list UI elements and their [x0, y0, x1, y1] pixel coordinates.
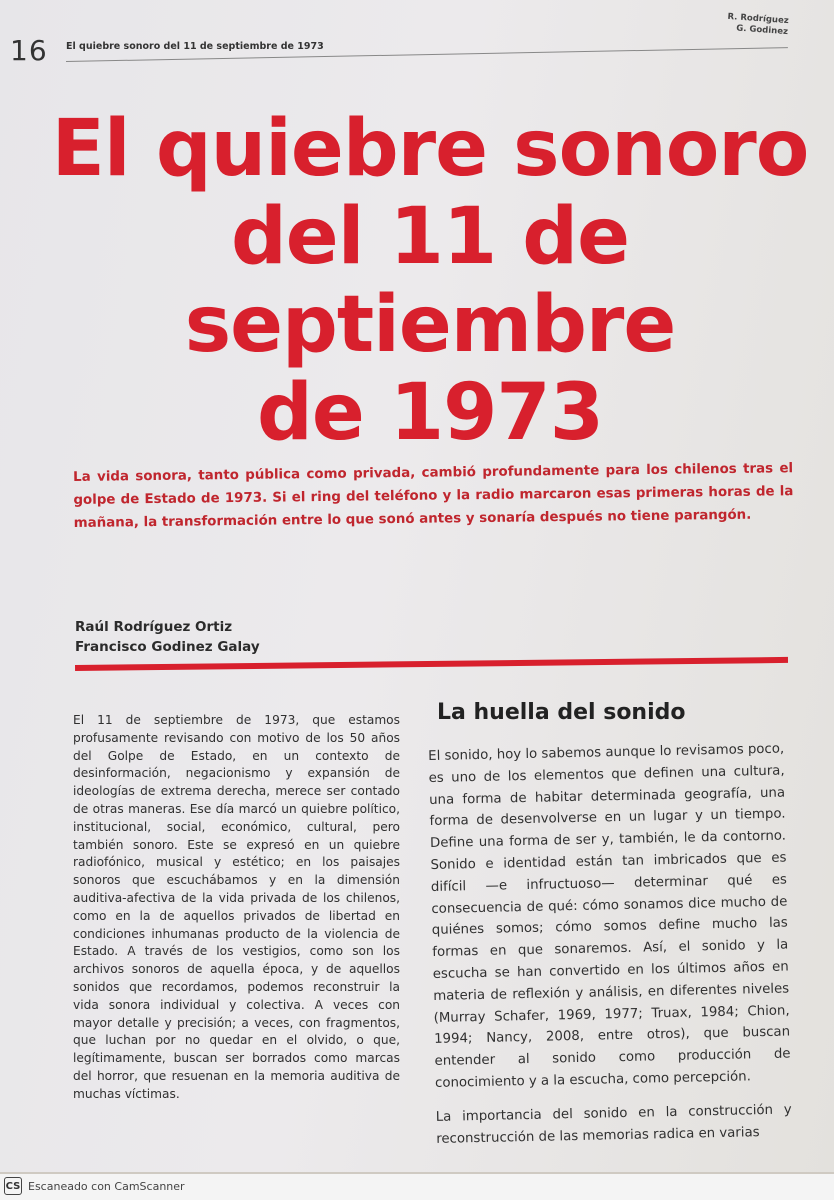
author-name-1: Raúl Rodríguez Ortiz	[75, 619, 233, 635]
author-initial-1: R. Rodríguez	[726, 11, 789, 27]
title-line-4: de 1973	[257, 368, 603, 458]
body-column-right	[428, 739, 793, 1163]
author-initial-2: G. Godinez	[735, 23, 788, 38]
title-line-2: del 11 de	[230, 192, 630, 282]
body-column-left: El 11 de septiembre de 1973, que estamos profusamente revisando con motivo de los 50 años del Golpe de Estado, en un contexto de desinformación, negacionismo y expansión de ideologías de extrema derecha, merece ser contado de otras maneras. Ese día marcó un quiebre político, institucional, social, económico, cultural, pero también sonoro. Este se expresó en un quiebre radiofónico, musical y estético; en los paisajes sonoros que escuchábamos y en la dimensión auditiva-afectiva de la vida privada de los chilenos, como en la de aquellos privados de libertad en condiciones inhumanas producto de la violencia de Estado. A través de los vestigios, como son los archivos sonoros de aquella época, y de aquellos sonidos que recordamos, podemos reconstruir la vida sonora individual y colectiva. A veces con mayor detalle y precisión; a veces, con fragmentos, que luchan por no quedar en el olvido, o que, legítimamente, buscan ser borrados como marcas del horror, que resuenan en la memoria auditiva de muchas víctimas.	[73, 713, 400, 1101]
scanner-watermark-text: Escaneado con CamScanner	[28, 1180, 185, 1193]
page-number: 16	[10, 34, 48, 67]
section-divider	[75, 657, 788, 671]
camscanner-logo-icon: CS	[4, 1177, 22, 1195]
author-name-2: Francisco Godinez Galay	[75, 639, 260, 655]
article-lead: La vida sonora, tanto pública como privada, cambió profundamente para los chilenos tras el golpe de Estado de 1973. Si el ring del teléfono y la radio marcaron esas primeras horas de la mañana, la transformación entre lo que sonó antes y sonaría después no tiene parangón.	[73, 461, 794, 531]
scanner-watermark-bar	[0, 1174, 834, 1200]
section-heading: La huella del sonido	[437, 700, 686, 725]
title-line-3: septiembre	[184, 280, 676, 370]
running-title: El quiebre sonoro del 11 de septiembre de 1973	[66, 41, 324, 52]
author-list	[75, 617, 260, 657]
article-title	[40, 105, 820, 457]
title-line-1: El quiebre sonoro	[51, 104, 809, 194]
body-paragraph-1: El sonido, hoy lo sabemos aunque lo revisamos poco, es uno de los elementos que definen una cultura, una forma de habitar determinada geografía, una forma de desenvolverse en un lugar y un tiempo. Define una forma de ser y, también, le da contorno. Sonido e identidad están tan imbricados que es difícil —e infructuoso— determinar qué es consecuencia de qué: cómo sonamos dice mucho de quiénes somos; cómo somos define mucho las formas en que sonaremos. Así, el sonido y la escucha se han convertido en los últimos años en materia de reflexión y análisis, en diferentes niveles (Murray Schafer, 1969, 1977; Truax, 1984; Chion, 1994; Nancy, 2008, entre otros), que buscan entender al sonido como producción de conocimiento y a la escucha, como percepción.	[428, 741, 791, 1091]
body-paragraph-2: La importancia del sonido en la construcción y reconstrucción de las memorias radica en varias	[435, 1102, 792, 1147]
author-initials	[726, 12, 789, 38]
